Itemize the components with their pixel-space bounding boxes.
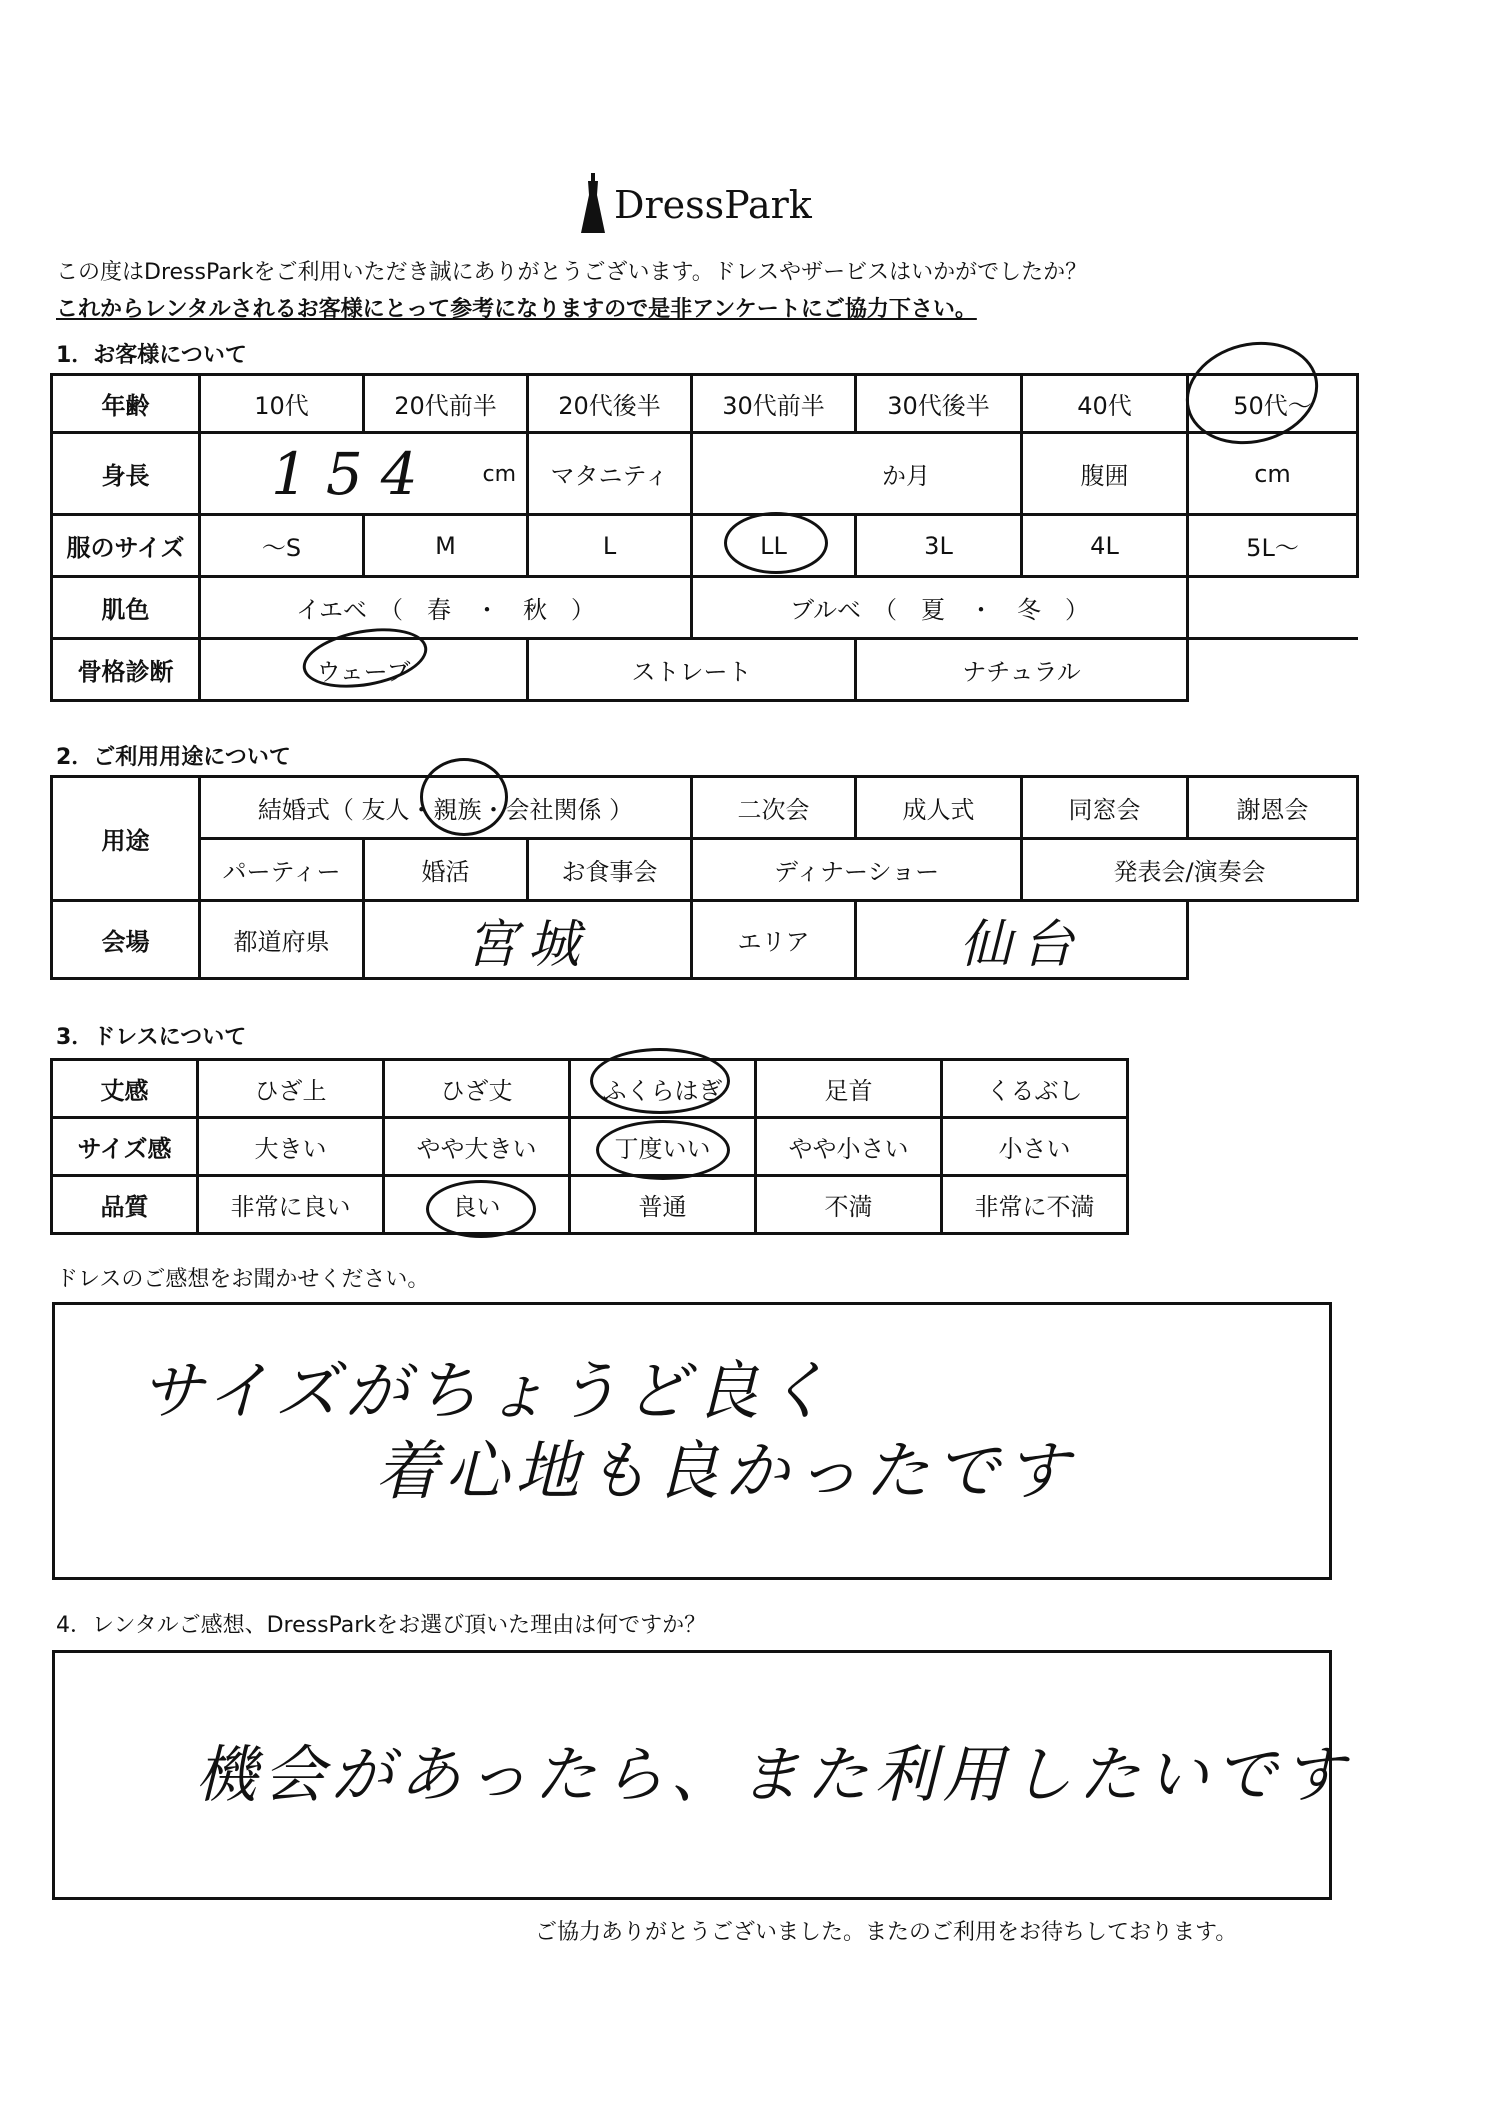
purpose-wedding[interactable]: 結婚式（ 友人・親族・会社関係 ） — [200, 777, 692, 839]
maternity-months[interactable]: か月 — [692, 433, 1022, 515]
customer-table — [50, 373, 1359, 702]
intro-line-1: この度はDressParkをご利用いただき誠にありがとうございます。ドレスやザービスはいかがでしたか？ — [56, 260, 1088, 285]
impression-title: ドレスのご感想をお聞かせください。 — [56, 1267, 430, 1292]
maternity-label: マタニティ — [528, 433, 692, 515]
size-option[interactable]: 5L～ — [1188, 515, 1358, 577]
section3-title: 3．ドレスについて — [56, 1025, 247, 1050]
purpose-option[interactable]: 発表会/演奏会 — [1022, 839, 1358, 901]
frame-option-selected[interactable]: ウェーブ — [200, 639, 528, 701]
impression-line-2: 着心地も良かったです — [375, 1435, 1075, 1509]
section2-title: 2．ご利用用途について — [56, 745, 291, 770]
section1-title: 1．お客様について — [56, 343, 247, 368]
fit-option[interactable]: 小さい — [942, 1118, 1128, 1176]
skin-yellow[interactable]: イエベ （ 春 ・ 秋 ） — [200, 577, 692, 639]
length-option[interactable]: ひざ上 — [198, 1060, 384, 1118]
size-option[interactable]: 3L — [856, 515, 1022, 577]
size-option[interactable]: 4L — [1022, 515, 1188, 577]
footer-thanks: ご協力ありがとうございました。またのご利用をお待ちしております。 — [535, 1920, 1238, 1945]
age-option-selected[interactable]: 50代～ — [1188, 375, 1358, 433]
area-label: エリア — [692, 901, 856, 979]
quality-label: 品質 — [52, 1176, 198, 1234]
height-label: 身長 — [52, 433, 200, 515]
impression-line-1: サイズがちょうど良く — [140, 1355, 835, 1429]
purpose-option[interactable]: 同窓会 — [1022, 777, 1188, 839]
waist-label: 腹囲 — [1022, 433, 1188, 515]
purpose-option[interactable]: 二次会 — [692, 777, 856, 839]
frame-option[interactable]: ストレート — [528, 639, 856, 701]
skin-blue[interactable]: ブルベ （ 夏 ・ 冬 ） — [692, 577, 1188, 639]
fit-label: サイズ感 — [52, 1118, 198, 1176]
prefecture-value[interactable]: 宮城 — [364, 901, 692, 979]
quality-option[interactable]: 不満 — [756, 1176, 942, 1234]
length-option[interactable]: 足首 — [756, 1060, 942, 1118]
length-label: 丈感 — [52, 1060, 198, 1118]
waist-unit[interactable]: cm — [1188, 433, 1358, 515]
purpose-option[interactable]: お食事会 — [528, 839, 692, 901]
age-option[interactable]: 30代後半 — [856, 375, 1022, 433]
fit-option[interactable]: やや大きい — [384, 1118, 570, 1176]
frame-label: 骨格診断 — [52, 639, 200, 701]
purpose-option[interactable]: パーティー — [200, 839, 364, 901]
skin-label: 肌色 — [52, 577, 200, 639]
size-option-selected[interactable]: LL — [692, 515, 856, 577]
purpose-option[interactable]: ディナーショー — [692, 839, 1022, 901]
fit-option[interactable]: 大きい — [198, 1118, 384, 1176]
fit-option-selected[interactable]: 丁度いい — [570, 1118, 756, 1176]
purpose-option[interactable]: 成人式 — [856, 777, 1022, 839]
quality-option-selected[interactable]: 良い — [384, 1176, 570, 1234]
quality-option[interactable]: 普通 — [570, 1176, 756, 1234]
purpose-table — [50, 775, 1359, 980]
intro-line-2: これからレンタルされるお客様にとって参考になりますので是非アンケートにご協力下さい。 — [56, 297, 977, 322]
age-label: 年齢 — [52, 375, 200, 433]
age-option[interactable]: 10代 — [200, 375, 364, 433]
length-option[interactable]: ひざ丈 — [384, 1060, 570, 1118]
age-option[interactable]: 20代後半 — [528, 375, 692, 433]
size-option[interactable]: L — [528, 515, 692, 577]
brand-logo — [580, 170, 812, 240]
age-option[interactable]: 20代前半 — [364, 375, 528, 433]
quality-option[interactable]: 非常に良い — [198, 1176, 384, 1234]
section4-title: 4．レンタルご感想、DressParkをお選び頂いた理由は何ですか？ — [56, 1613, 707, 1638]
dress-icon — [580, 173, 606, 237]
purpose-label: 用途 — [52, 777, 200, 901]
purpose-option[interactable]: 婚活 — [364, 839, 528, 901]
prefecture-label: 都道府県 — [200, 901, 364, 979]
length-option-selected[interactable]: ふくらはぎ — [570, 1060, 756, 1118]
length-option[interactable]: くるぶし — [942, 1060, 1128, 1118]
purpose-option[interactable]: 謝恩会 — [1188, 777, 1358, 839]
age-option[interactable]: 40代 — [1022, 375, 1188, 433]
brand-name: DressPark — [614, 183, 812, 227]
age-option[interactable]: 30代前半 — [692, 375, 856, 433]
height-cell[interactable] — [200, 433, 528, 515]
size-option[interactable]: M — [364, 515, 528, 577]
fit-option[interactable]: やや小さい — [756, 1118, 942, 1176]
height-value: 154 — [271, 439, 436, 508]
dress-table — [50, 1058, 1129, 1235]
reason-answer: 機会があったら、また利用したいです — [195, 1738, 1351, 1811]
size-option[interactable]: ～S — [200, 515, 364, 577]
area-value[interactable]: 仙台 — [856, 901, 1188, 979]
quality-option[interactable]: 非常に不満 — [942, 1176, 1128, 1234]
venue-label: 会場 — [52, 901, 200, 979]
height-unit: cm — [482, 462, 516, 487]
frame-option[interactable]: ナチュラル — [856, 639, 1188, 701]
size-label: 服のサイズ — [52, 515, 200, 577]
